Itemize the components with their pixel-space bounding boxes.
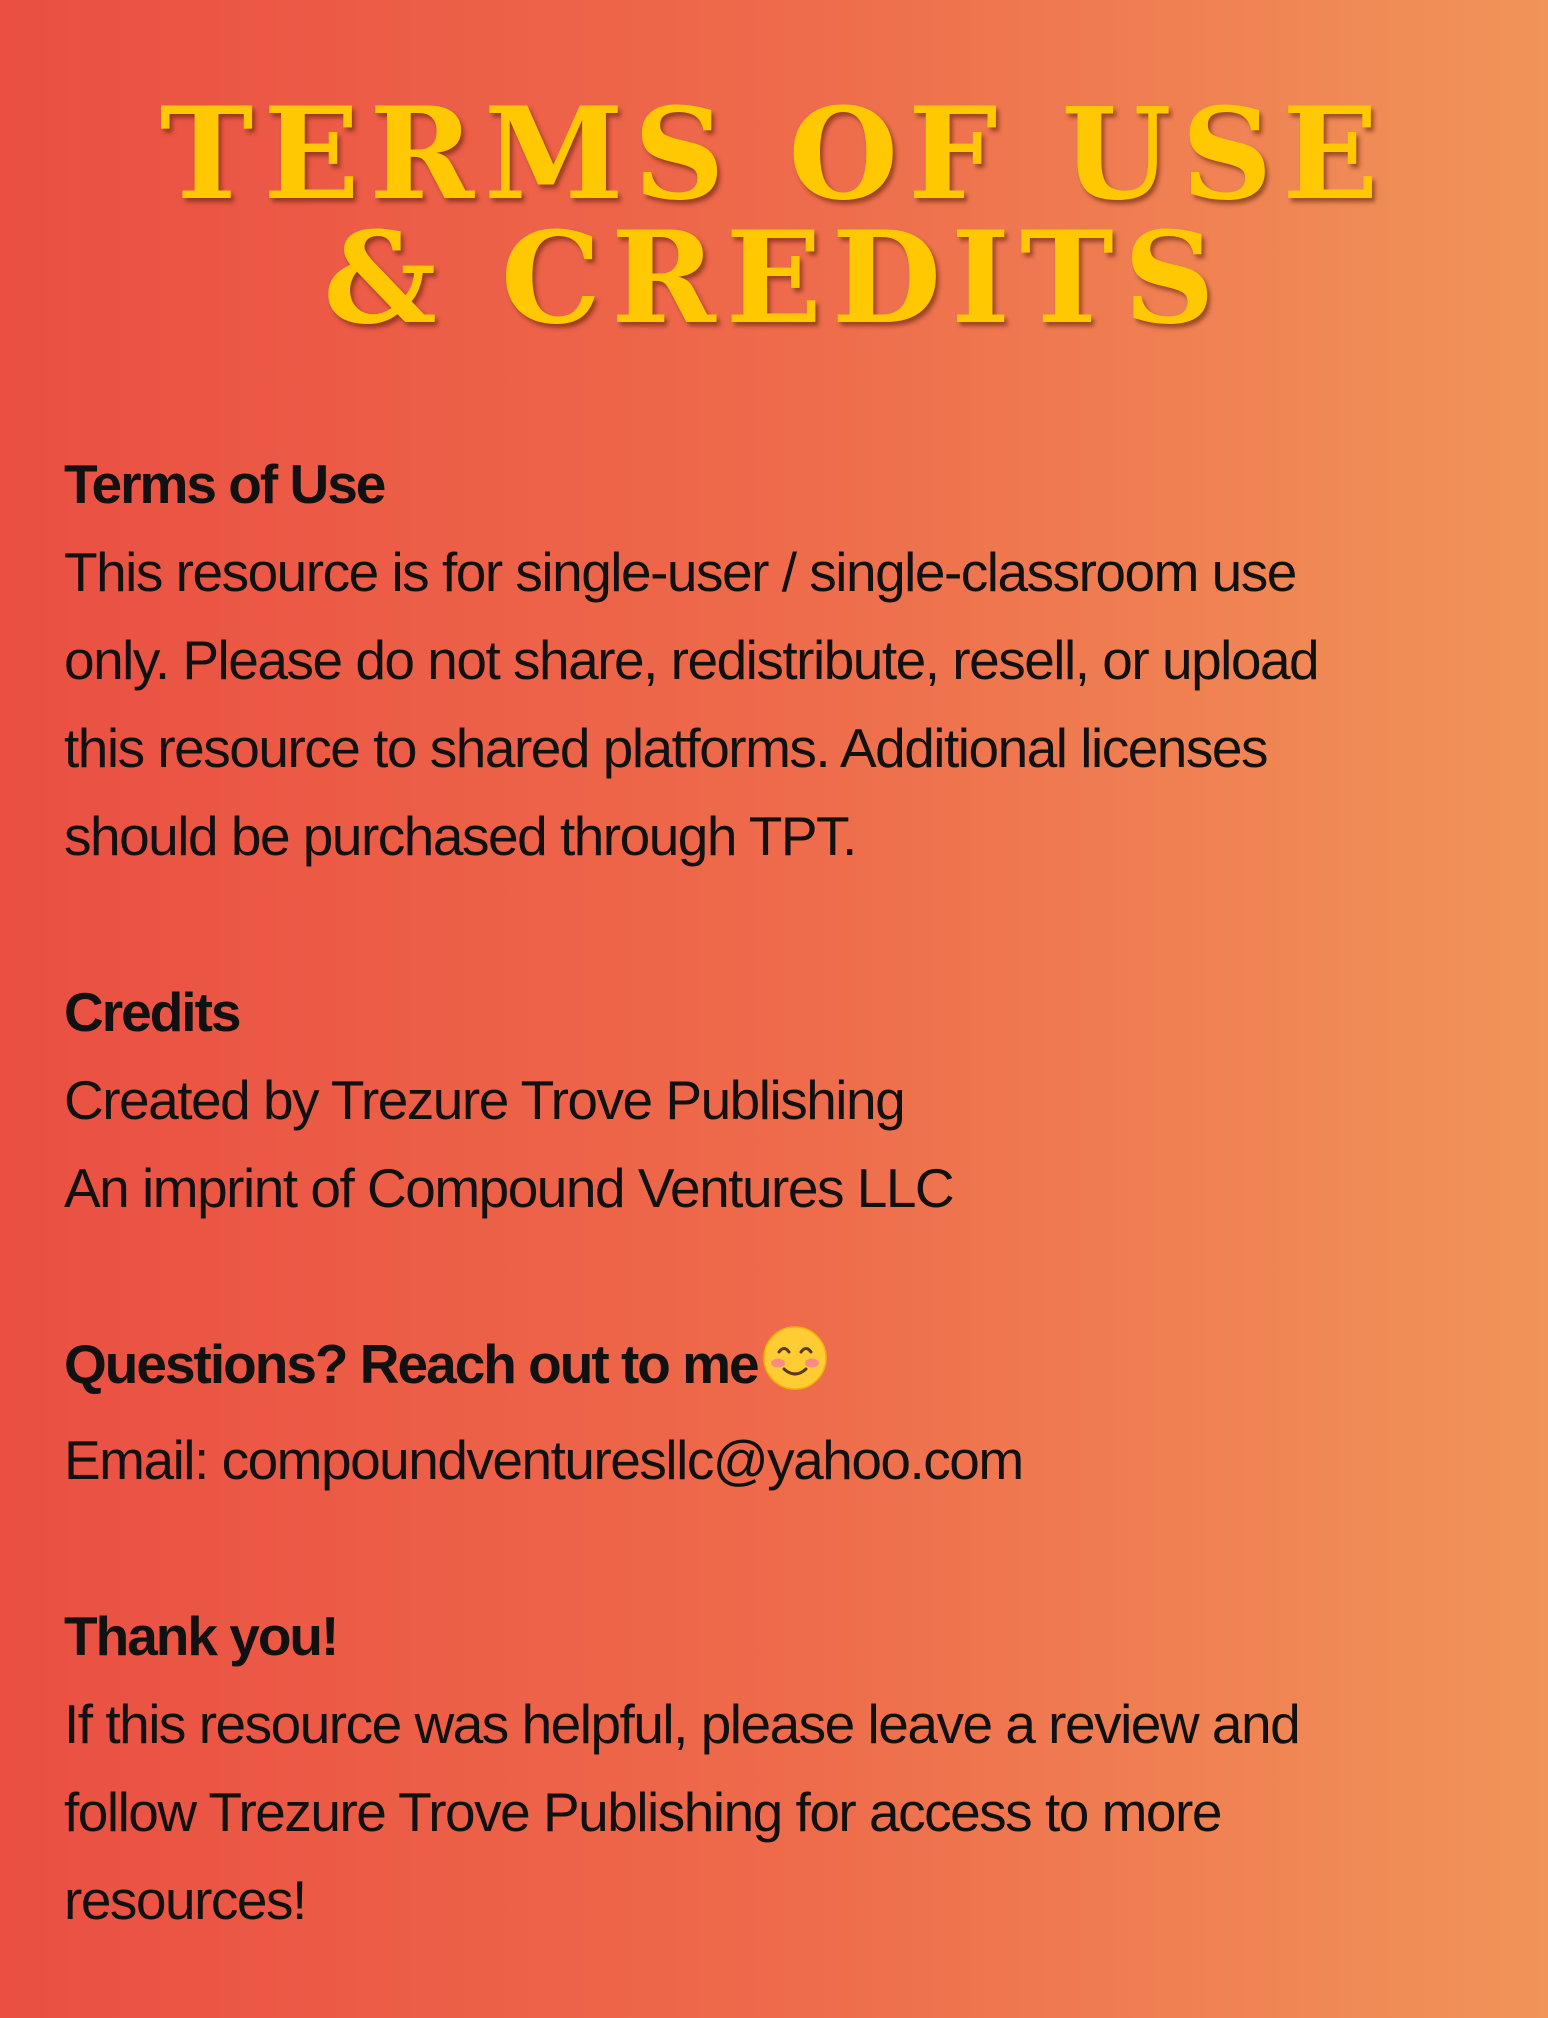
thanks-heading: Thank you! xyxy=(64,1605,338,1667)
terms-line: this resource to shared platforms. Additional licenses xyxy=(64,717,1267,779)
thanks-line: resources! xyxy=(64,1869,306,1931)
thanks-section xyxy=(64,1592,1464,1944)
content xyxy=(64,440,1464,2018)
terms-heading: Terms of Use xyxy=(64,453,385,515)
credits-heading: Credits xyxy=(64,981,240,1043)
thanks-line: If this resource was helpful, please leave a review and xyxy=(64,1693,1300,1755)
terms-section xyxy=(64,440,1464,880)
terms-line: only. Please do not share, redistribute, resell, or upload xyxy=(64,629,1319,691)
questions-heading: Questions? Reach out to me xyxy=(64,1333,758,1395)
questions-heading-row xyxy=(64,1320,1464,1416)
thanks-line: follow Trezure Trove Publishing for access to more xyxy=(64,1781,1221,1843)
questions-section xyxy=(64,1320,1464,1504)
terms-line: This resource is for single-user / single-classroom use xyxy=(64,541,1296,603)
credits-line: An imprint of Compound Ventures LLC xyxy=(64,1157,954,1219)
page-title xyxy=(0,80,1548,352)
credits-line: Created by Trezure Trove Publishing xyxy=(64,1069,905,1131)
email-line: Email: compoundventuresllc@yahoo.com xyxy=(64,1429,1023,1491)
credits-section xyxy=(64,968,1464,1232)
smiling-face-icon xyxy=(762,1325,828,1416)
title-line-2: & CREDITS xyxy=(323,204,1225,352)
title-line-1: TERMS OF USE xyxy=(159,80,1389,228)
terms-line: should be purchased through TPT. xyxy=(64,805,856,867)
